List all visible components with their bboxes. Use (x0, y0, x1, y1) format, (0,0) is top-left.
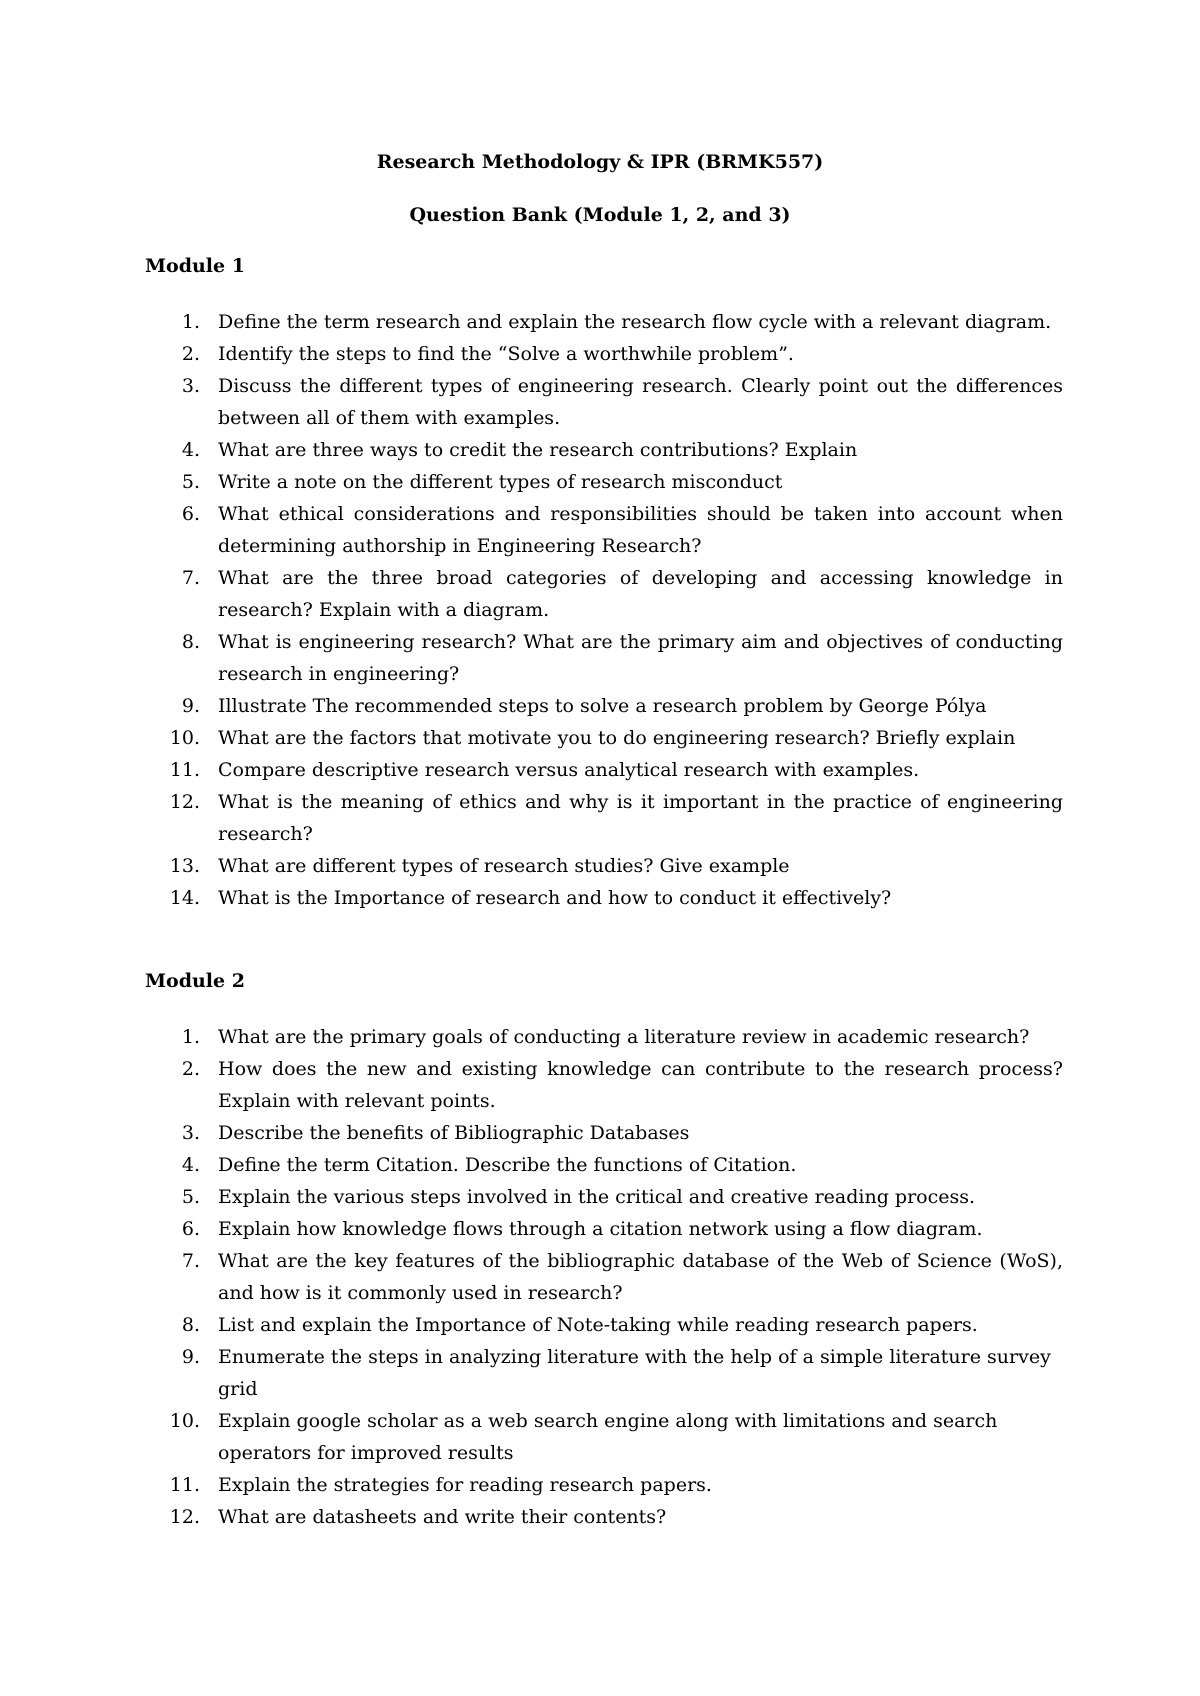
question-number: 5. (181, 471, 200, 493)
question-item (0, 882, 1200, 914)
question-text: What are the three broad categories of developing and accessing knowledge in research? Explain with a diagram. (218, 567, 1063, 621)
question-text: Discuss the different types of engineering research. Clearly point out the differences between all of them with examples. (218, 375, 1063, 429)
question-text: What are the factors that motivate you to do engineering research? Briefly explain (218, 727, 1016, 749)
question-number: 4. (181, 1154, 200, 1176)
question-text: What is the meaning of ethics and why is it important in the practice of engineering research? (218, 791, 1063, 845)
document-subtitle: Question Bank (Module 1, 2, and 3) (409, 204, 791, 226)
question-item (0, 1501, 1200, 1533)
question-text: Define the term Citation. Describe the functions of Citation. (218, 1154, 797, 1176)
question-number: 3. (181, 1122, 200, 1144)
question-item (0, 786, 1200, 850)
question-item (0, 370, 1200, 434)
question-text: Identify the steps to find the “Solve a worthwhile problem”. (218, 343, 794, 365)
question-text: What are the key features of the bibliographic database of the Web of Science (WoS), and how is it commonly used in research? (218, 1250, 1063, 1304)
document-title: Research Methodology & IPR (BRMK557) (376, 151, 824, 173)
question-item (0, 1341, 1200, 1405)
question-number: 8. (181, 1314, 200, 1336)
question-number: 2. (181, 343, 200, 365)
question-number: 1. (181, 1026, 200, 1048)
question-item (0, 1117, 1200, 1149)
question-item (0, 850, 1200, 882)
question-text: What ethical considerations and responsibilities should be taken into account when determining authorship in Engineering Research? (218, 503, 1063, 557)
question-number: 12. (169, 1506, 200, 1528)
question-text: Illustrate The recommended steps to solve a research problem by George Pólya (218, 695, 987, 717)
question-number: 10. (169, 727, 200, 749)
question-text: Explain the strategies for reading research papers. (218, 1474, 712, 1496)
question-item (0, 1053, 1200, 1117)
question-text: What is engineering research? What are the primary aim and objectives of conducting research in engineering? (218, 631, 1063, 685)
question-number: 5. (181, 1186, 200, 1208)
question-item (0, 466, 1200, 498)
question-item (0, 1181, 1200, 1213)
question-number: 6. (181, 1218, 200, 1240)
question-number: 13. (169, 855, 200, 877)
module-1-heading: Module 1 (145, 255, 245, 277)
question-number: 6. (181, 503, 200, 525)
question-item (0, 1469, 1200, 1501)
question-text: Compare descriptive research versus analytical research with examples. (218, 759, 920, 781)
question-number: 2. (181, 1058, 200, 1080)
question-item (0, 498, 1200, 562)
question-number: 7. (181, 1250, 200, 1272)
question-number: 1. (181, 311, 200, 333)
question-number: 10. (169, 1410, 200, 1432)
question-number: 11. (169, 759, 200, 781)
question-text: What are datasheets and write their contents? (218, 1506, 667, 1528)
question-number: 4. (181, 439, 200, 461)
module-1-question-list (0, 306, 1200, 914)
question-text: What are the primary goals of conducting a literature review in academic research? (218, 1026, 1030, 1048)
question-number: 9. (181, 1346, 200, 1368)
question-text: List and explain the Importance of Note-taking while reading research papers. (218, 1314, 978, 1336)
question-item (0, 1213, 1200, 1245)
question-item (0, 1149, 1200, 1181)
question-item (0, 1245, 1200, 1309)
question-item (0, 434, 1200, 466)
question-text: Explain how knowledge flows through a citation network using a flow diagram. (218, 1218, 983, 1240)
question-item (0, 306, 1200, 338)
question-text: Write a note on the different types of research misconduct (218, 471, 783, 493)
question-text: Enumerate the steps in analyzing literature with the help of a simple literature survey grid (218, 1346, 1051, 1400)
question-item (0, 562, 1200, 626)
module-2-heading: Module 2 (145, 970, 245, 992)
question-item (0, 690, 1200, 722)
question-text: What is the Importance of research and how to conduct it effectively? (218, 887, 892, 909)
question-number: 14. (169, 887, 200, 909)
question-text: Describe the benefits of Bibliographic Databases (218, 1122, 690, 1144)
question-item (0, 1021, 1200, 1053)
question-item (0, 722, 1200, 754)
question-number: 8. (181, 631, 200, 653)
question-number: 9. (181, 695, 200, 717)
question-item (0, 1309, 1200, 1341)
question-text: What are three ways to credit the research contributions? Explain (218, 439, 858, 461)
question-text: What are different types of research studies? Give example (218, 855, 790, 877)
question-text: How does the new and existing knowledge can contribute to the research process? Explain with relevant points. (218, 1058, 1063, 1112)
question-text: Explain the various steps involved in the critical and creative reading process. (218, 1186, 976, 1208)
question-number: 12. (169, 791, 200, 813)
question-item (0, 338, 1200, 370)
question-item (0, 626, 1200, 690)
question-text: Explain google scholar as a web search engine along with limitations and search operators for improved results (218, 1410, 998, 1464)
question-item (0, 1405, 1200, 1469)
question-number: 7. (181, 567, 200, 589)
question-item (0, 754, 1200, 786)
question-text: Define the term research and explain the research flow cycle with a relevant diagram. (218, 311, 1052, 333)
module-2-question-list (0, 1021, 1200, 1533)
question-number: 11. (169, 1474, 200, 1496)
question-number: 3. (181, 375, 200, 397)
